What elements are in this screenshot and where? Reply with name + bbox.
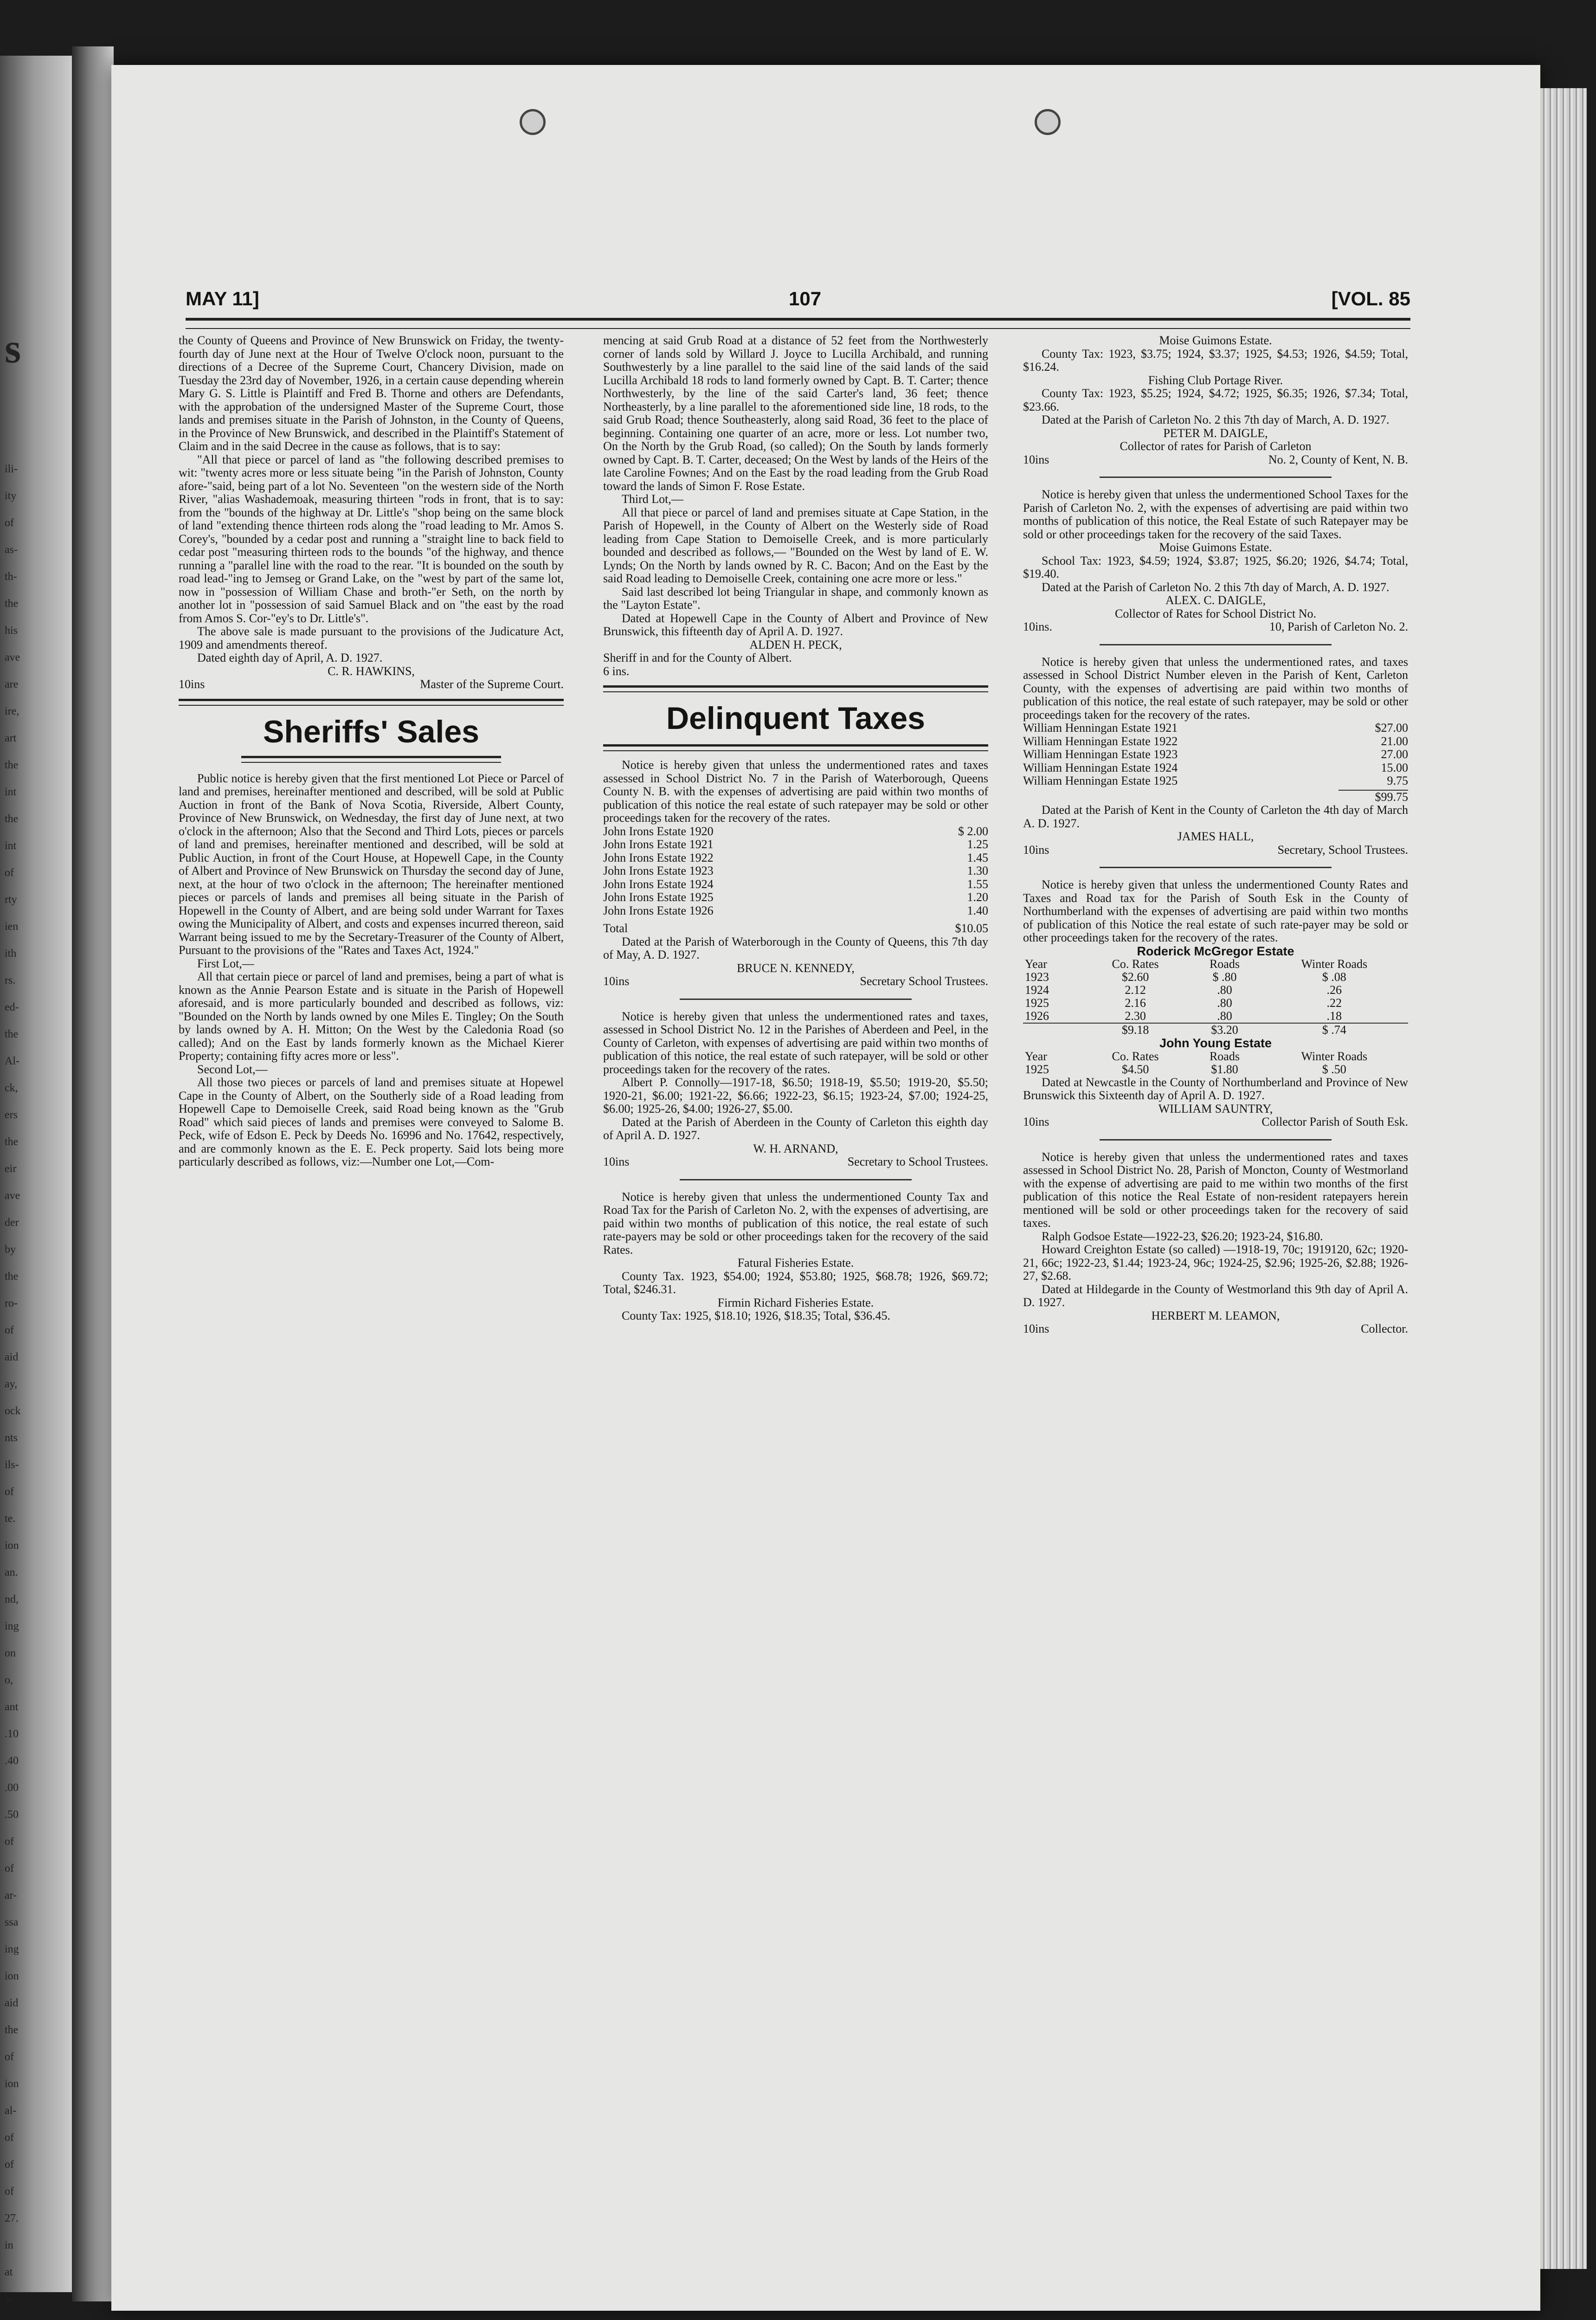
lot-label: Third Lot,— <box>622 492 683 506</box>
tax-row <box>1023 761 1408 775</box>
paragraph: Ralph Godsoe Estate—1922-23, $26.20; 1923-24, $16.80. <box>1042 1229 1323 1243</box>
cell: .80 <box>1217 983 1232 997</box>
paragraph: Notice is hereby given that unless the undermentioned County Tax and Road Tax for the Parish of Carleton No. 2, with the expenses of advertising, are paid within two months of publication of this notice, the real estate of such rate-payers may be sold or other proceedings taken for the recovery of the said Rates. <box>603 1190 988 1257</box>
signer-line <box>1023 453 1408 467</box>
estate-name: Fishing Club Portage River. <box>1148 373 1283 387</box>
paragraph: The above sale is made pursuant to the provisions of the Judicature Act, 1909 and amendments thereof. <box>179 625 564 651</box>
signer-title: No. 2, County of Kent, N. B. <box>1268 452 1408 466</box>
signer-name: C. R. HAWKINS, <box>328 664 415 678</box>
facing-page-fragment: an. <box>5 1566 18 1579</box>
paragraph: Notice is hereby given that unless the undermentioned County Rates and Taxes and Road tax for the Parish of South Esk in the County of Northumberland with the expenses of advertising are paid within two months of publication of this Notice the real estate of such rate-payer may be sold or other proceedings taken for the recovery of the rates. <box>1023 878 1408 944</box>
cell: 1926 <box>1025 1009 1049 1023</box>
facing-page-fragment: ire, <box>5 705 19 717</box>
cell: $9.18 <box>1082 1023 1189 1037</box>
facing-page-fragment: nd, <box>5 1593 19 1605</box>
cell: $ .80 <box>1212 970 1237 984</box>
row-value: $ 2.00 <box>958 824 988 838</box>
signer-line <box>1023 620 1408 634</box>
tax-row <box>603 904 988 918</box>
facing-page-fragment: ock <box>5 1405 21 1417</box>
insertion-count: 10ins <box>603 974 630 988</box>
facing-page-fragment: aid <box>5 1997 19 2009</box>
signer-name: WILLIAM SAUNTRY, <box>1158 1102 1273 1115</box>
paragraph: All that piece or parcel of land and premises situate at Cape Station, in the Parish of Hopewell, in the County of Albert on the Westerly side of Road leading from Cape Station to Demoiselle Creek, and is more particularly bounded and described as follows,— "Bounded on the West by land of E. W. Lynds; On the North by lands owned by R. C. Bacon; And on the East by the said Road leading to Demoiselle Creek, containing one acre more or less." <box>603 505 988 585</box>
paragraph: Notice is hereby given that unless the undermentioned rates, and taxes assessed in School District Number eleven in the Parish of Kent, Carleton County, with the expenses of advertising are paid within two months of publication of this notice, the real estate of such ratepayer, may be sold or other proceedings taken for the recovery of the rates. <box>1023 655 1408 722</box>
paragraph: Notice is hereby given that unless the undermentioned rates and taxes, assessed in School District No. 12 in the Parishes of Aberdeen and Peel, in the County of Carleton, with expenses of advertising are paid within two months of publication of this notice, the real estate of such ratepayer, will be sold or other proceedings taken for the recovery of the rates. <box>603 1009 988 1076</box>
row-value: $10.05 <box>955 922 988 935</box>
newspaper-page <box>111 65 1540 2311</box>
facing-page-fragment: of <box>5 517 14 529</box>
row-value: 27.00 <box>1381 748 1408 761</box>
rates-table <box>1023 958 1408 1037</box>
facing-page-fragment: ant <box>5 1701 19 1713</box>
signer-line <box>1023 1115 1408 1129</box>
dated-line: Dated at the Parish of Waterborough in the County of Queens, this 7th day of May, A. D. 1927. <box>603 934 988 961</box>
row-label: Total <box>603 922 628 935</box>
tax-row <box>1023 722 1408 735</box>
cell: $1.80 <box>1211 1062 1238 1076</box>
row-value: 1.40 <box>967 903 988 917</box>
paragraph: "All that piece or parcel of land as "the following described premises to wit: "twenty acres more or less situate being "in the Parish of Johnston, County afore-"said, being part of a lot No. Seventeen "on the western side of the North River, "alias Washademoak, measuring thirteen "rods in front, that is to say: from the "bounds of the highway at Dr. Little's "shop being on the same block of land "extending thence thirteen rods along the "road leading to Mr. Amos S. Corey's, "bounded by a cedar post and running a "straight line to back field to cedar post "measuring thirteen rods to the bounds "of the highway, and thence running a "parallel line with the road to the rear. "It is bounded on the south by road lead-"ing to Jemseg or Grand Lake, on the "west by part of the same lot, now in "possession of William Chase and broth-"er Seth, on the north by another lot in "possession of said Samuel Black and on "the east by the road from Amos S. Cor-"ey's to Dr. Little's". <box>179 452 564 625</box>
table-row <box>1023 997 1408 1010</box>
row-label: William Henningan Estate 1923 <box>1023 748 1178 761</box>
facing-page-fragment: his <box>5 625 18 637</box>
cell: .80 <box>1217 996 1232 1010</box>
binder-hole <box>1035 109 1061 135</box>
insertion-count: 10ins. <box>1023 620 1052 633</box>
estate-name: Moise Guimons Estate. <box>1159 334 1272 347</box>
paragraph: County Tax: 1925, $18.10; 1926, $18.35; Total, $36.45. <box>622 1309 890 1322</box>
facing-page-fragment: of <box>5 1862 14 1875</box>
facing-page-fragment: the <box>5 1028 19 1040</box>
dated-line: Dated at Hildegarde in the County of Westmorland this 9th day of April A. D. 1927. <box>1023 1282 1408 1309</box>
cell: .18 <box>1326 1009 1342 1023</box>
tax-row <box>1023 774 1408 788</box>
column-header: Year <box>1025 957 1047 971</box>
signer-title: Collector Parish of South Esk. <box>1261 1115 1408 1128</box>
cell: $2.60 <box>1121 970 1149 984</box>
insertion-count: 10ins <box>1023 1322 1049 1335</box>
facing-page-fragment: .50 <box>5 1809 19 1821</box>
estate-name: Firmin Richard Fisheries Estate. <box>717 1295 874 1309</box>
dated-line: Dated eighth day of April, A. D. 1927. <box>197 651 383 664</box>
facing-page-edge <box>0 56 74 2305</box>
cell: .26 <box>1326 983 1342 997</box>
tax-row <box>603 851 988 865</box>
signer-title: 10, Parish of Carleton No. 2. <box>1269 620 1408 633</box>
paragraph: the County of Queens and Province of New Brunswick on Friday, the twenty-fourth day of June next at the Hour of Twelve O'clock noon, pursuant to the directions of a Decree of the Supreme Court, Chancery Division, made on Tuesday the 23rd day of November, 1926, in a certain cause depending wherein Mary G. S. Little is Plaintiff and Fred B. Thorne and others are Defendants, with the approbation of the undersigned Master of the Supreme Court, those lands and premises situate in the Parish of Johnston, in the County of Queens, in the Province of New Brunswick, and described in the Plaintiff's Statement of Claim and in the said Decree in the cause as follows, that is to say: <box>179 334 564 453</box>
cell: .80 <box>1217 1009 1232 1023</box>
signer-title: Master of the Supreme Court. <box>420 677 564 691</box>
facing-page-fragment: ili- <box>5 463 18 475</box>
insertion-count: 10ins <box>179 677 205 691</box>
row-value: 1.20 <box>967 890 988 904</box>
facing-page-fragment: the <box>5 813 19 825</box>
signer-title: Collector of rates for Parish of Carleton <box>1120 439 1312 453</box>
divider <box>1100 1139 1332 1141</box>
lot-label: Second Lot,— <box>197 1062 268 1076</box>
table-row <box>1023 1010 1408 1023</box>
section-rule <box>179 699 564 706</box>
header-volume: [VOL. 85 <box>1331 288 1410 309</box>
facing-page-fragment: by <box>5 1244 16 1256</box>
dated-line: Dated at the Parish of Kent in the County of Carleton the 4th day of March A. D. 1927. <box>1023 803 1408 830</box>
signer-line <box>1023 1322 1408 1336</box>
facing-page-fragment: as- <box>5 544 18 556</box>
binder-hole <box>520 109 546 135</box>
section-heading-delinquent-taxes: Delinquent Taxes <box>666 701 925 736</box>
row-label: John Irons Estate 1921 <box>603 838 714 851</box>
facing-page-fragment: are <box>5 678 19 690</box>
facing-page-fragment: the <box>5 1136 19 1148</box>
facing-page-fragment: of <box>5 1324 14 1336</box>
facing-page-fragment: .40 <box>5 1755 19 1767</box>
facing-page-fragment: of <box>5 2051 14 2063</box>
paragraph: School Tax: 1923, $4.59; 1924, $3.87; 1925, $6.20; 1926, $4.74; Total, $19.40. <box>1023 554 1408 580</box>
facing-page-fragment: ien <box>5 921 19 933</box>
row-value: 1.55 <box>967 877 988 891</box>
facing-page-fragment: of <box>5 2132 14 2144</box>
row-label: John Irons Estate 1920 <box>603 824 714 838</box>
total-value: $99.75 <box>1339 790 1408 804</box>
cell: 2.12 <box>1125 983 1146 997</box>
facing-page-fragment: ssa <box>5 1916 19 1928</box>
estate-name: Moise Guimons Estate. <box>1159 541 1272 554</box>
paragraph: All that certain piece or parcel of land and premises, being a part of what is known as the Annie Pearson Estate and is situate in the Parish of Hopewell aforesaid, and is more particularly bounded and described as follows, viz: "Bounded on the North by lands owned by one Miles E. Tingley; On the South by lands owned by A. H. Mitton; On the West by the Caledonia Road (so called); And on the East by lands formerly known as the Michael Kierer Property; containing fifty acres more or less". <box>179 970 564 1063</box>
insertion-count: 10ins <box>1023 1115 1049 1128</box>
row-label: William Henningan Estate 1925 <box>1023 774 1178 787</box>
signer-name: W. H. ARNAND, <box>753 1141 838 1155</box>
section-heading-sheriffs-sales: Sheriffs' Sales <box>263 714 479 749</box>
column-header: Winter Roads <box>1301 957 1368 971</box>
divider <box>680 1179 912 1180</box>
cell: $ .74 <box>1261 1023 1408 1037</box>
paragraph: Notice is hereby given that unless the undermentioned School Taxes for the Parish of Carleton No. 2, with the expenses of advertising are paid within two months of publication of this notice, the Real Estate of such Ratepayer may be sold or other proceedings taken for the recovery of the said Taxes. <box>1023 488 1408 541</box>
facing-page-fragment: of <box>5 2185 14 2198</box>
facing-page-fragment: art <box>5 732 17 744</box>
dated-line: Dated at the Parish of Aberdeen in the County of Carleton this eighth day of April A. D. 1927. <box>603 1115 988 1142</box>
facing-page-fragment: ith <box>5 947 17 960</box>
column-header: Co. Rates <box>1112 1049 1159 1063</box>
signer-title: Sheriff in and for the County of Albert. <box>603 651 792 664</box>
cell: .22 <box>1326 996 1342 1010</box>
dated-line: Dated at Hopewell Cape in the County of Albert and Province of New Brunswick, this fifteenth day of April A. D. 1927. <box>603 611 988 638</box>
column-3 <box>1023 334 1408 1336</box>
facing-page-fragment: eir <box>5 1163 17 1175</box>
paragraph: County Tax: 1923, $3.75; 1924, $3.37; 1925, $4.53; 1926, $4.59; Total, $16.24. <box>1023 347 1408 374</box>
facing-page-fragment: nts <box>5 1432 18 1444</box>
cell: $3.20 <box>1189 1023 1260 1037</box>
row-label: John Irons Estate 1923 <box>603 864 714 877</box>
facing-page-fragment: of <box>5 2159 14 2171</box>
signer-title: Secretary to School Trustees. <box>847 1155 988 1168</box>
paragraph: Public notice is hereby given that the first mentioned Lot Piece or Parcel of land and premises, hereinafter mentioned and described, will be sold at Public Auction in front of the Bank of Nova Scotia, Riverside, Albert County, Province of New Brunswick, on Wednesday, the first day of June next, at two o'clock in the afternoon; Also that the Second and Third Lots, pieces or parcels of land and premises, hereinafter mentioned and described, will be sold at Public Auction, in front of the Court House, at Hopewell Cape, in the County of Albert and Province of New Brunswick on Thursday the second day of June, next, at the hour of two o'clock in the afternoon; The hereinafter mentioned pieces or parcels of lands and premises all being situate in the Parish of Hopewell in the County of Albert, and are being sold under Warrant for Taxes owing the Municipality of Albert, and costs and expenses incurred thereon, said Warrant being issued to me by the Secretary-Treasurer of the County of Albert, Pursuant to the provisions of the "Rates and Taxes Act, 1924." <box>179 771 564 957</box>
total-row <box>603 922 988 935</box>
facing-page-fragment: of <box>5 1836 14 1848</box>
paragraph: County Tax: 1923, $5.25; 1924, $4.72; 1925, $6.35; 1926, $7.34; Total, $23.66. <box>1023 387 1408 413</box>
facing-page-fragment: Al- <box>5 1055 19 1067</box>
header-rule <box>186 318 1410 329</box>
facing-page-fragment: ing <box>5 1943 19 1955</box>
facing-page-fragment: ils- <box>5 1459 19 1471</box>
facing-page-fragment: the <box>5 598 19 610</box>
section-rule <box>603 744 988 751</box>
tax-row <box>603 864 988 878</box>
facing-page-fragment: o, <box>5 1674 13 1686</box>
lot-label: First Lot,— <box>197 956 254 970</box>
row-label: John Irons Estate 1924 <box>603 877 714 891</box>
facing-page-fragment: s <box>5 326 21 372</box>
facing-page-fragment: ay, <box>5 1378 18 1390</box>
signer-title: Secretary, School Trustees. <box>1277 843 1408 857</box>
divider <box>1100 867 1332 868</box>
insertion-count: 10ins <box>603 1155 630 1168</box>
paragraph: County Tax. 1923, $54.00; 1924, $53.80; 1925, $68.78; 1926, $69.72; Total, $246.31. <box>603 1269 988 1296</box>
signer-name: PETER M. DAIGLE, <box>1163 426 1268 440</box>
column-header: Co. Rates <box>1112 957 1159 971</box>
cell <box>1023 1023 1082 1037</box>
facing-page-fragment: in <box>5 2239 13 2251</box>
signer-line <box>603 975 988 988</box>
signer-line <box>1023 844 1408 857</box>
facing-page-fragment: .10 <box>5 1728 19 1740</box>
row-label: William Henningan Estate 1921 <box>1023 721 1178 735</box>
facing-page-fragment: ion <box>5 2078 19 2090</box>
facing-page-fragment: al- <box>5 2105 17 2117</box>
facing-page-fragment: at <box>5 2266 13 2278</box>
header-date: MAY 11] <box>186 288 259 309</box>
table-total-row <box>1023 1023 1408 1037</box>
tax-row <box>603 878 988 891</box>
paragraph: Albert P. Connolly—1917-18, $6.50; 1918-19, $5.50; 1919-20, $5.50; 1920-21, $6.00; 1921-22, $6.66; 1922-23, $6.15; 1923-24, $7.00; 1924-25, $6.00; 1925-26, $4.00; 1926-27, $5.00. <box>603 1076 988 1115</box>
estate-name: Roderick McGregor Estate <box>1137 944 1294 958</box>
column-header: Roads <box>1209 1049 1240 1063</box>
dated-line: Dated at the Parish of Carleton No. 2 this 7th day of March, A. D. 1927. <box>1042 580 1390 594</box>
facing-page-fragment: ar- <box>5 1889 17 1901</box>
column-header: Winter Roads <box>1301 1049 1368 1063</box>
table-header <box>1023 958 1408 971</box>
facing-page-fragment: ing <box>5 1620 19 1632</box>
paragraph: Notice is hereby given that unless the undermentioned rates and taxes assessed in School District No. 28, Parish of Moncton, County of Westmorland with the expense of advertising are paid to me within two months of the first publication of this notice the Real Estate of non-resident ratepayers herein mentioned will be sold or other proceedings taken for the recovery of said taxes. <box>1023 1150 1408 1230</box>
table-row <box>1023 971 1408 984</box>
signer-name: JAMES HALL, <box>1177 830 1254 843</box>
page-block-edges <box>1540 88 1587 2269</box>
facing-page-fragment: the <box>5 1270 19 1282</box>
paragraph: Howard Creighton Estate (so called) —1918-19, 70c; 1919120, 62c; 1920-21, 66c; 1922-23, $1.44; 1923-24, 96c; 1924-25, $2.96; 1925-26, $2.88; 1926-27, $2.68. <box>1023 1243 1408 1282</box>
facing-page-fragment: on <box>5 1647 16 1659</box>
signer-line <box>179 678 564 691</box>
cell: $ .50 <box>1322 1062 1346 1076</box>
signer-name: BRUCE N. KENNEDY, <box>737 961 855 975</box>
divider <box>680 999 912 1000</box>
cell: 1923 <box>1025 970 1049 984</box>
signer-title: Collector. <box>1361 1322 1408 1335</box>
tax-row <box>603 838 988 851</box>
paragraph: Notice is hereby given that unless the undermentioned rates and taxes assessed in School District No. 7 in the Parish of Waterborough, Queens County N. B. with the expenses of advertising are paid within two months of publication of this notice the real estate of such ratepayer may be sold or other proceedings taken for the recovery of the rates. <box>603 758 988 825</box>
tax-row <box>1023 735 1408 748</box>
estate-name: John Young Estate <box>1159 1036 1272 1050</box>
facing-page-fragment: ck, <box>5 1082 18 1094</box>
book-gutter <box>72 46 114 2301</box>
cell: 1925 <box>1025 996 1049 1010</box>
row-value: 1.45 <box>967 851 988 864</box>
facing-page-fragment: of <box>5 867 14 879</box>
signer-title: Collector of Rates for School District No. <box>1115 606 1316 620</box>
paragraph: Said last described lot being Triangular in shape, and commonly known as the "Layton Estate". <box>603 585 988 612</box>
row-value: 1.30 <box>967 864 988 877</box>
facing-page-fragment: aid <box>5 1351 19 1363</box>
cell: 2.16 <box>1125 996 1146 1010</box>
column-header: Year <box>1025 1049 1047 1063</box>
column-2 <box>603 334 988 1323</box>
facing-page-fragment: ave <box>5 1190 20 1202</box>
paragraph: mencing at said Grub Road at a distance of 52 feet from the Northwesterly corner of lands sold by Willard J. Joyce to Lucilla Archibald, and running Southwesterly by a line parallel to the said line of the said lands of the said Lucilla Archibald 18 rods to land formerly owned by Capt. B. T. Carter; thence Northwesterly, by the line of the said Carter's land, 36 feet; thence Northeasterly, by a line parallel to the aforementioned side line, 18 rods, to the said Grub Road; thence Southeasterly, along said Road, 36 feet to the place of beginning. Containing one quarter of an acre, more or less. Lot number two, On the North by the Grub Road, (so called); On the South by lands formerly owned by Capt. B. T. Carter, deceased; On the West by lands of the Heirs of the late Caroline Fownes; And on the East by the road leading from the Grub Road toward the lands of Simon F. Rose Estate. <box>603 334 988 493</box>
facing-page-fragment: ers <box>5 1109 18 1121</box>
row-label: John Irons Estate 1926 <box>603 903 714 917</box>
facing-page-fragment: der <box>5 1217 19 1229</box>
row-value: 15.00 <box>1381 760 1408 774</box>
signer-name: ALDEN H. PECK, <box>749 638 842 651</box>
facing-page-fragment: te. <box>5 1513 16 1525</box>
cell: 1925 <box>1025 1062 1049 1076</box>
facing-page-fragment: rs. <box>5 974 16 986</box>
row-value: 1.25 <box>967 838 988 851</box>
dated-line: Dated at the Parish of Carleton No. 2 this 7th day of March, A. D. 1927. <box>1042 413 1390 426</box>
header-page-number: 107 <box>789 288 822 309</box>
row-value: 9.75 <box>1387 774 1408 787</box>
signer-line <box>603 1155 988 1169</box>
facing-page-fragment: th- <box>5 571 17 583</box>
facing-page-fragment: the <box>5 759 19 771</box>
table-row <box>1023 1063 1408 1076</box>
row-label: John Irons Estate 1922 <box>603 851 714 864</box>
section-rule <box>603 685 988 692</box>
facing-page-fragment: ro- <box>5 1297 18 1309</box>
divider <box>1100 477 1332 478</box>
cell: 2.30 <box>1125 1009 1146 1023</box>
facing-page-fragment: 27. <box>5 2212 19 2224</box>
insertion-count: 10ins <box>1023 843 1049 857</box>
signer-name: ALEX. C. DAIGLE, <box>1165 593 1266 607</box>
cell: $4.50 <box>1121 1062 1149 1076</box>
signer-title: Secretary School Trustees. <box>860 974 988 988</box>
facing-page-fragment: ave <box>5 651 20 664</box>
dated-line: Dated at Newcastle in the County of Northumberland and Province of New Brunswick this Sixteenth day of April A. D. 1927. <box>1023 1075 1408 1102</box>
divider <box>1100 644 1332 645</box>
tax-row <box>603 891 988 904</box>
facing-page-fragment: int <box>5 786 17 798</box>
facing-page-fragment: ion <box>5 1970 19 1982</box>
facing-page-fragment: of <box>5 1486 14 1498</box>
row-label: William Henningan Estate 1922 <box>1023 734 1178 748</box>
facing-page-fragment: the <box>5 2024 19 2036</box>
tax-row <box>1023 748 1408 761</box>
paragraph: All those two pieces or parcels of land and premises situate at Hopewel Cape in the County of Albert, on the Southerly side of a Road leading from Hopewell Cape to Demoiselle Creek, said Road being known as the "Grub Road" which said pieces of lands and premises were conveyed to Salome B. Peck, wife of Edson E. Peck by Deeds No. 16996 and No. 17642, respectively, and are commonly known as the E. E. Peck property. Said lots being more particularly described as follows, viz:—Number one Lot,—Com- <box>179 1076 564 1168</box>
cell: $ .08 <box>1322 970 1346 984</box>
row-label: John Irons Estate 1925 <box>603 890 714 904</box>
tax-row <box>603 825 988 838</box>
facing-page-fragment: ion <box>5 1540 19 1552</box>
rates-table <box>1023 1050 1408 1076</box>
column-1 <box>179 334 564 1169</box>
cell: 1924 <box>1025 983 1049 997</box>
facing-page-fragment: ls <box>5 2293 13 2305</box>
estate-name: Fatural Fisheries Estate. <box>737 1256 854 1270</box>
facing-page-fragment: ity <box>5 490 17 502</box>
insertion-count: 10ins <box>1023 452 1049 466</box>
signer-name: HERBERT M. LEAMON, <box>1151 1308 1280 1322</box>
table-row <box>1023 984 1408 997</box>
column-header: Roads <box>1209 957 1240 971</box>
row-label: William Henningan Estate 1924 <box>1023 760 1178 774</box>
table-header <box>1023 1050 1408 1063</box>
heading-underline <box>241 756 501 763</box>
facing-page-fragment: ed- <box>5 1001 19 1013</box>
facing-page-fragment: int <box>5 840 17 852</box>
facing-page-fragment: .00 <box>5 1782 19 1794</box>
row-value: $27.00 <box>1375 721 1408 735</box>
facing-page-fragment: rty <box>5 894 17 906</box>
row-value: 21.00 <box>1381 734 1408 748</box>
insertion-count: 6 ins. <box>603 664 630 678</box>
